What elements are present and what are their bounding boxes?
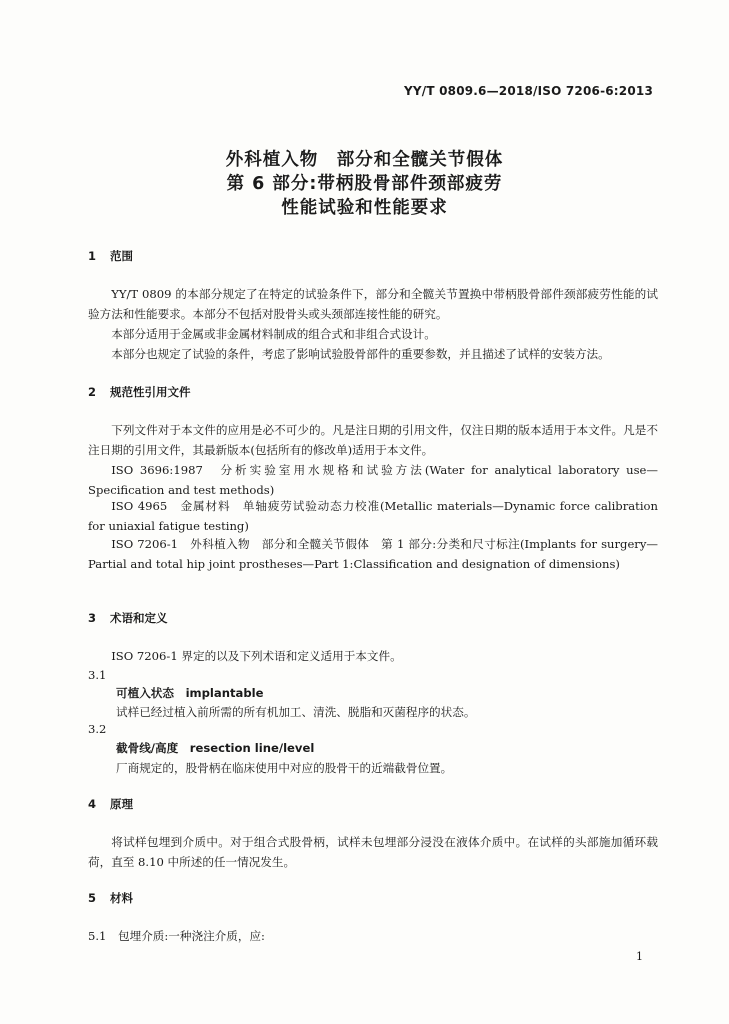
term-title: 截骨线/高度 resection line/level xyxy=(116,741,315,755)
section-number: 3 xyxy=(88,611,97,625)
section-number: 5 xyxy=(88,891,97,905)
title-line-1: 外科植入物 部分和全髋关节假体 xyxy=(225,150,504,170)
section-3-heading xyxy=(88,610,168,626)
term-title: 可植入状态 implantable xyxy=(116,686,264,700)
term-number: 3.2 xyxy=(88,722,107,736)
term-definition: 试样已经过植入前所需的所有机加工、清洗、脱脂和灭菌程序的状态。 xyxy=(116,705,476,719)
section-5-heading xyxy=(88,890,133,906)
page-number: 1 xyxy=(636,950,643,963)
section-number: 1 xyxy=(88,249,97,263)
section-2-heading xyxy=(88,384,191,400)
section-1-heading xyxy=(88,248,133,264)
term-number: 3.1 xyxy=(88,668,107,682)
reference-iso-7206-1: ISO 7206-1 外科植入物 部分和全髋关节假体 第 1 部分:分类和尺寸标注(Implants for surgery—Partial and total hip joint prostheses—Part 1:Classification and designation of dimensions) xyxy=(88,537,658,571)
subclause-5-1 xyxy=(88,928,265,944)
section-number: 4 xyxy=(88,797,97,811)
section-4-heading xyxy=(88,796,133,812)
paragraph: 将试样包埋到介质中。对于组合式股骨柄，试样未包埋部分浸没在液体介质中。在试样的头部施加循环载荷，直至 8.10 中所述的任一情况发生。 xyxy=(88,835,658,869)
paragraph: YY/T 0809 的本部分规定了在特定的试验条件下，部分和全髋关节置换中带柄股骨部件颈部疲劳性能的试验方法和性能要求。本部分不包括对股骨头或头颈部连接性能的研究。 xyxy=(88,287,658,321)
term-definition: 厂商规定的，股骨柄在临床使用中对应的股骨干的近端截骨位置。 xyxy=(116,761,453,775)
paragraph: 本部分也规定了试验的条件，考虑了影响试验股骨部件的重要参数，并且描述了试样的安装方法。 xyxy=(111,347,610,361)
section-title: 规范性引用文件 xyxy=(110,385,191,399)
paragraph: 本部分适用于金属或非金属材料制成的组合式和非组合式设计。 xyxy=(111,327,436,341)
section-title: 原理 xyxy=(110,797,133,811)
title-line-3: 性能试验和性能要求 xyxy=(281,198,448,218)
subclause-number: 5.1 xyxy=(88,929,107,943)
title-line-2: 第 6 部分:带柄股骨部件颈部疲劳 xyxy=(226,174,503,194)
standard-number: YY/T 0809.6—2018/ISO 7206-6:2013 xyxy=(403,84,653,98)
section-title: 材料 xyxy=(110,891,133,905)
subclause-text: 包埋介质:一种浇注介质，应: xyxy=(118,929,265,943)
reference-iso-3696: ISO 3696:1987 分析实验室用水规格和试验方法(Water for analytical laboratory use—Specification and test methods) xyxy=(88,463,658,497)
paragraph: ISO 7206-1 界定的以及下列术语和定义适用于本文件。 xyxy=(111,649,402,663)
paragraph: 下列文件对于本文件的应用是必不可少的。凡是注日期的引用文件，仅注日期的版本适用于本文件。凡是不注日期的引用文件，其最新版本(包括所有的修改单)适用于本文件。 xyxy=(88,423,658,457)
section-title: 范围 xyxy=(110,249,133,263)
reference-iso-4965: ISO 4965 金属材料 单轴疲劳试验动态力校准(Metallic materials—Dynamic force calibration for uniaxial fatigue testing) xyxy=(88,499,658,533)
section-number: 2 xyxy=(88,385,97,399)
section-title: 术语和定义 xyxy=(110,611,168,625)
